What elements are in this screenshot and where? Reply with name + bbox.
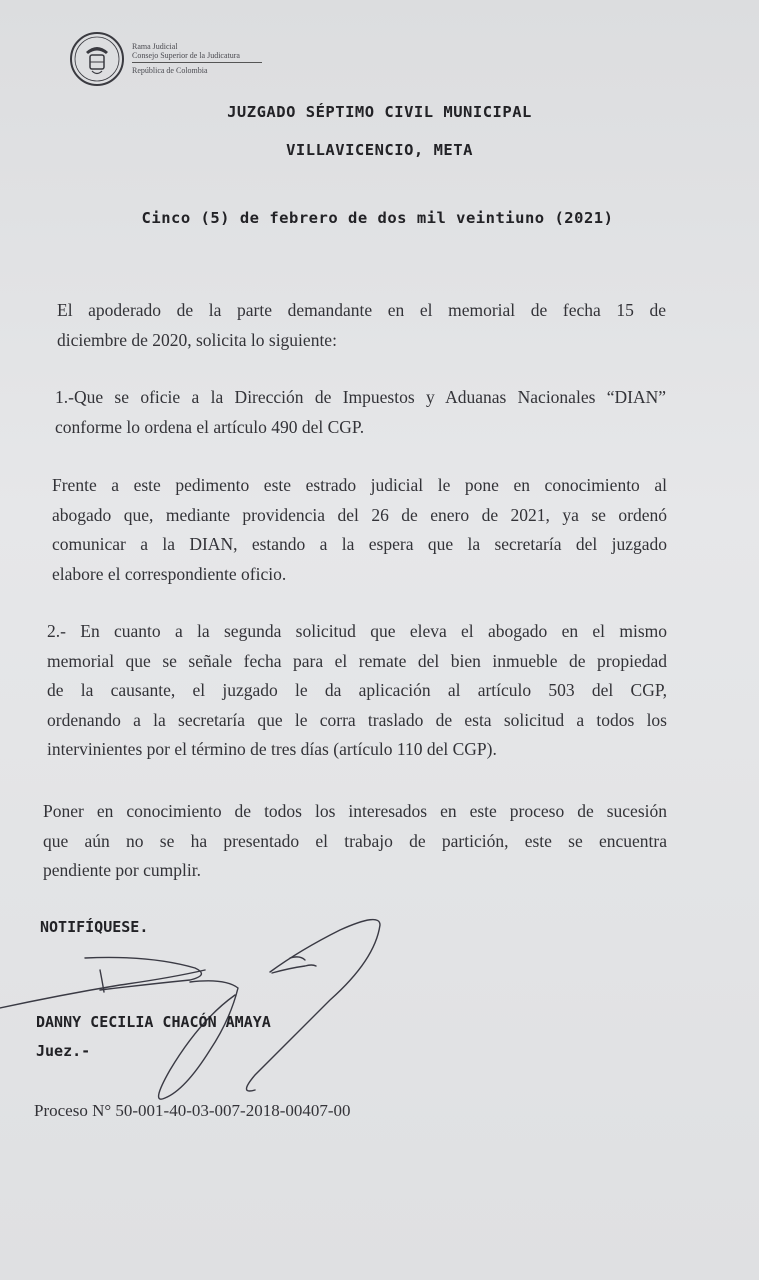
court-city: VILLAVICENCIO, META (286, 141, 473, 159)
logo-line-2: Consejo Superior de la Judicatura (132, 51, 240, 60)
paragraph-line: 2.- En cuanto a la segunda solicitud que eleva el abogado en el mismo (47, 621, 667, 641)
paragraph-line: Frente a este pedimento este estrado judicial le pone en conocimiento al (52, 475, 667, 495)
paragraph-line: abogado que, mediante providencia del 26 de enero de 2021, ya se ordenó (52, 504, 667, 525)
judge-title: Juez.- (36, 1042, 91, 1060)
judge-name: DANNY CECILIA CHACÓN AMAYA (36, 1013, 271, 1031)
paragraph-2 (55, 383, 666, 442)
paragraph-line: conforme lo ordena el artículo 490 del CGP. (55, 416, 365, 437)
paragraph-4 (47, 617, 667, 765)
logo-caption (132, 42, 262, 75)
paragraph-line: ordenando a la secretaría que le corra traslado de esta solicitud a todos los (47, 709, 667, 730)
logo-divider (132, 62, 262, 63)
paragraph-3 (52, 471, 667, 589)
paragraph-line: memorial que se señale fecha para el remate del bien inmueble de propiedad (47, 650, 667, 671)
paragraph-5 (43, 797, 667, 886)
paragraph-line: intervinientes por el término de tres días (artículo 110 del CGP). (47, 739, 497, 759)
logo-line-3: República de Colombia (132, 66, 208, 75)
paragraph-line: 1.-Que se oficie a la Dirección de Impuestos y Aduanas Nacionales “DIAN” (55, 387, 666, 407)
colombia-seal-logo (68, 30, 126, 88)
paragraph-line: elabore el correspondiente oficio. (52, 563, 287, 584)
paragraph-line: comunicar a la DIAN, estando a la espera que la secretaría del juzgado (52, 534, 667, 554)
paragraph-line: Poner en conocimiento de todos los interesados en este proceso de sucesión (43, 801, 667, 821)
logo-line-1: Rama Judicial (132, 42, 178, 51)
process-number: Proceso N° 50-001-40-03-007-2018-00407-00 (34, 1101, 351, 1120)
paragraph-line: que aún no se ha presentado el trabajo de partición, este se encuentra (43, 830, 667, 851)
document-date: Cinco (5) de febrero de dos mil veintiuno (2021) (141, 209, 614, 227)
paragraph-line: diciembre de 2020, solicita lo siguiente: (57, 329, 337, 350)
paragraph-line: El apoderado de la parte demandante en el memorial de fecha 15 de (57, 300, 666, 320)
notify-label: NOTIFÍQUESE. (40, 918, 149, 936)
paragraph-1 (57, 296, 666, 355)
paragraph-line: pendiente por cumplir. (43, 860, 201, 880)
handwritten-signature (0, 900, 420, 1120)
paragraph-line: de la causante, el juzgado le da aplicación al artículo 503 del CGP, (47, 680, 667, 700)
court-name: JUZGADO SÉPTIMO CIVIL MUNICIPAL (227, 103, 532, 121)
